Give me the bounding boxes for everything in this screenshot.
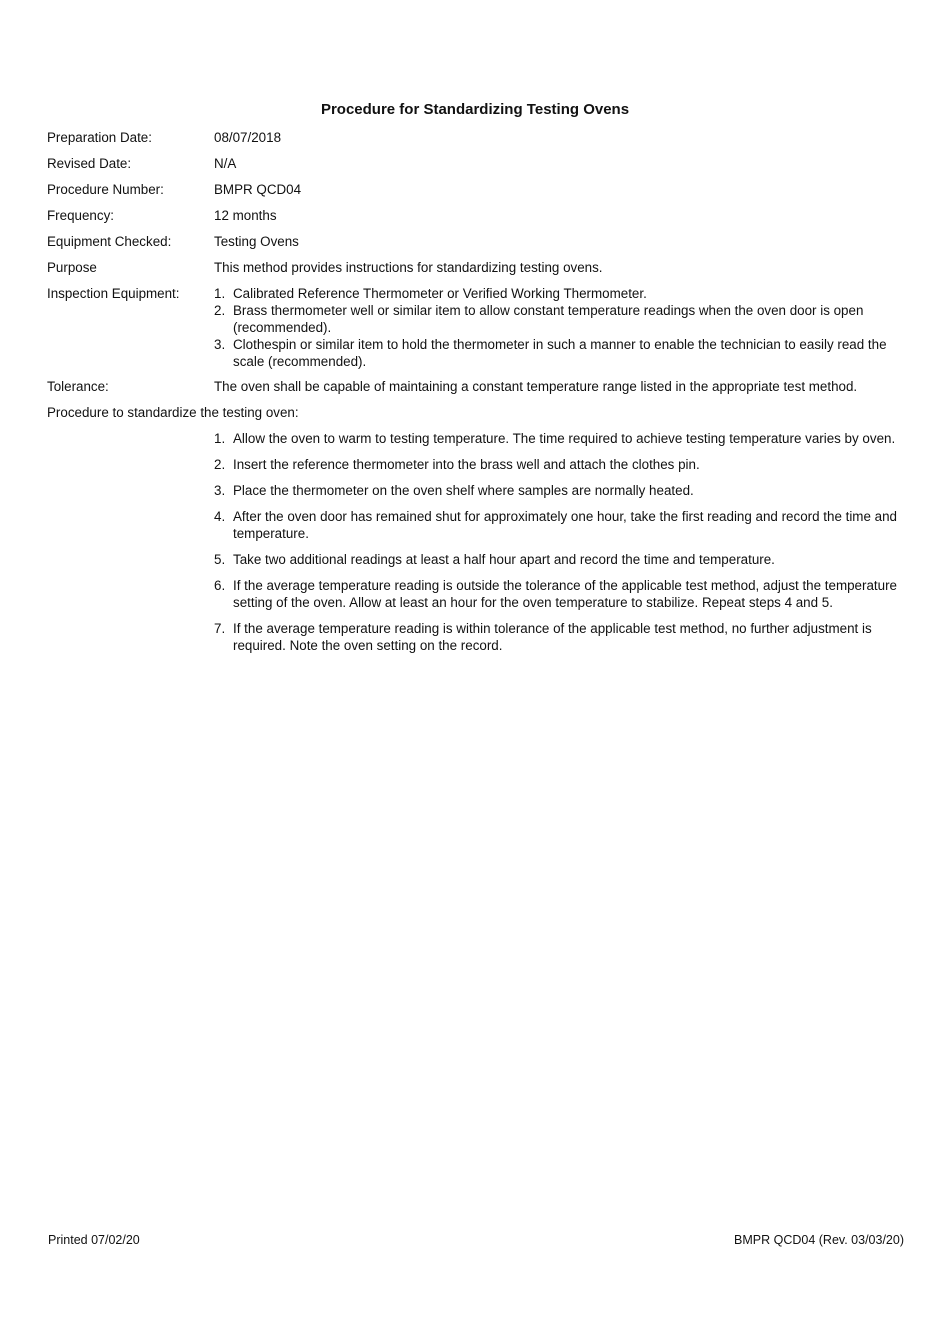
procedure-step bbox=[214, 430, 910, 447]
procedure-step bbox=[214, 577, 910, 611]
field-label: Equipment Checked: bbox=[47, 234, 172, 249]
step-number: 6. bbox=[214, 578, 226, 593]
step-number: 2. bbox=[214, 457, 226, 472]
list-item-text: Calibrated Reference Thermometer or Verified Working Thermometer. bbox=[233, 286, 647, 301]
step-number: 5. bbox=[214, 552, 226, 567]
inspection-equipment-list bbox=[214, 285, 910, 370]
procedure-heading: Procedure to standardize the testing oven: bbox=[47, 405, 299, 420]
document-title: Procedure for Standardizing Testing Ovens bbox=[320, 101, 630, 118]
step-text: If the average temperature reading is within tolerance of the applicable test method, no further adjustment is required. Note the oven setting on the record. bbox=[233, 621, 872, 653]
list-item-number: 1. bbox=[214, 286, 226, 301]
field-value: 12 months bbox=[214, 208, 277, 223]
procedure-steps bbox=[214, 430, 910, 663]
procedure-step bbox=[214, 551, 910, 568]
step-number: 1. bbox=[214, 431, 226, 446]
step-text: Insert the reference thermometer into the brass well and attach the clothes pin. bbox=[233, 457, 700, 472]
procedure-step bbox=[214, 508, 910, 542]
list-item bbox=[214, 336, 910, 370]
step-text: After the oven door has remained shut for approximately one hour, take the first reading and record the time and temperature. bbox=[233, 509, 897, 541]
field-label: Tolerance: bbox=[47, 379, 109, 394]
procedure-step bbox=[214, 482, 910, 499]
field-value: N/A bbox=[214, 156, 237, 171]
list-item-number: 3. bbox=[214, 337, 226, 352]
footer-printed-date: Printed 07/02/20 bbox=[48, 1233, 140, 1247]
list-item-text: Clothespin or similar item to hold the thermometer in such a manner to enable the technician to easily read the scale (recommended). bbox=[233, 337, 887, 369]
field-label: Revised Date: bbox=[47, 156, 132, 171]
field-value: This method provides instructions for standardizing testing ovens. bbox=[214, 260, 603, 275]
field-label: Purpose bbox=[47, 260, 97, 275]
step-number: 4. bbox=[214, 509, 226, 524]
step-number: 7. bbox=[214, 621, 226, 636]
field-value: BMPR QCD04 bbox=[214, 182, 302, 197]
field-value: Testing Ovens bbox=[214, 234, 299, 249]
field-label: Frequency: bbox=[47, 208, 114, 223]
list-item bbox=[214, 302, 910, 336]
step-text: Take two additional readings at least a half hour apart and record the time and temperature. bbox=[233, 552, 775, 567]
footer-document-reference: BMPR QCD04 (Rev. 03/03/20) bbox=[734, 1233, 904, 1247]
step-text: Allow the oven to warm to testing temperature. The time required to achieve testing temperature varies by oven. bbox=[233, 431, 896, 446]
list-item bbox=[214, 285, 910, 302]
field-value: 08/07/2018 bbox=[214, 130, 282, 145]
field-label: Procedure Number: bbox=[47, 182, 164, 197]
field-value: The oven shall be capable of maintaining a constant temperature range listed in the appropriate test method. bbox=[214, 379, 858, 394]
field-label: Preparation Date: bbox=[47, 130, 152, 145]
field-label: Inspection Equipment: bbox=[47, 286, 180, 301]
step-text: Place the thermometer on the oven shelf where samples are normally heated. bbox=[233, 483, 694, 498]
step-text: If the average temperature reading is outside the tolerance of the applicable test method, adjust the temperature setting of the oven. Allow at least an hour for the oven temperature to stabilize. Repeat steps 4 and 5. bbox=[233, 578, 897, 610]
step-number: 3. bbox=[214, 483, 226, 498]
procedure-step bbox=[214, 456, 910, 473]
procedure-step bbox=[214, 620, 910, 654]
list-item-text: Brass thermometer well or similar item to allow constant temperature readings when the oven door is open (recommended). bbox=[233, 303, 864, 335]
list-item-number: 2. bbox=[214, 303, 226, 318]
